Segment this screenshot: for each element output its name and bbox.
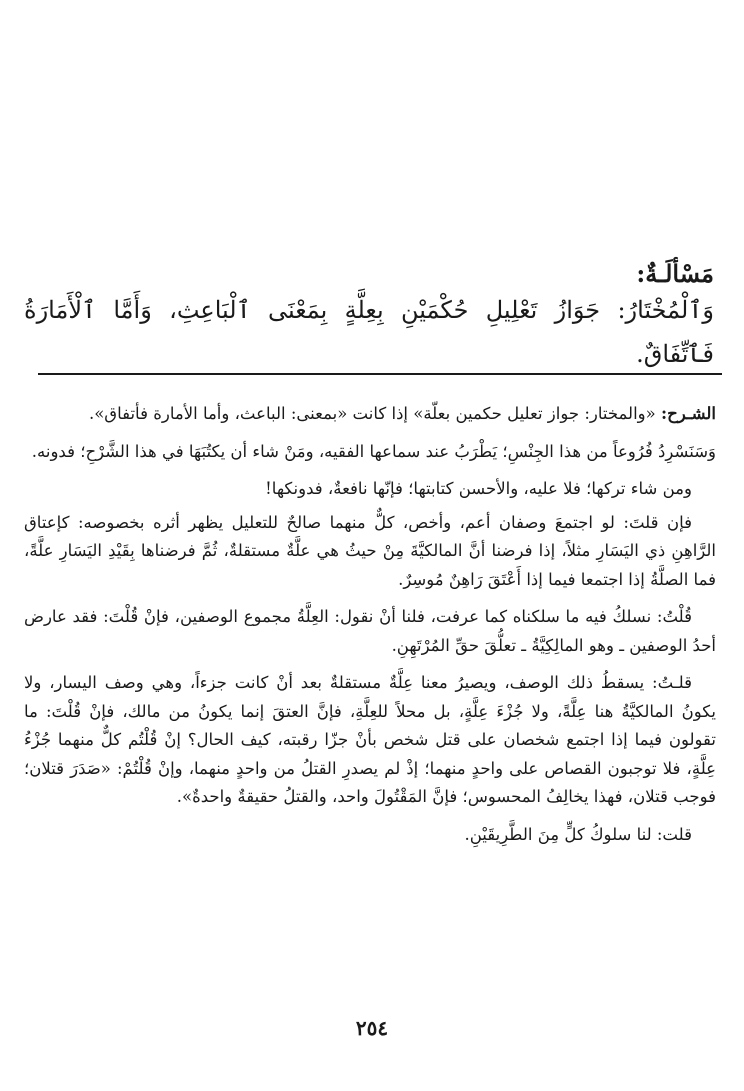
commentary-paragraph: فإن قلتَ: لو اجتمعَ وصفان أعم، وأخص، كلٌّ منهما صالحٌ للتعليل يظهر أثره بخصوصه: كإعتاق الرَّاهِنِ ذي اليَسَارِ مثلاً، إذا فرضنا أنَّ المالكيَّةَ مِنْ حيثُ هي علَّةٌ مستقلةٌ، ثُمَّ فرضناها بِقَيْدِ اليَسَارِ علَّةً، فما الصلَّةُ إذا اجتمعا فيما إذا أَعْتَقَ رَاهِنٌ مُوسِرٌ. xyxy=(24,512,716,589)
commentary-paragraph: وَسَنَسْرِدُ فُرُوعاً من هذا الجِنْسِ؛ يَطْرَبُ عند سماعها الفقيه، ومَنْ شاء أن يكتُبَهَا في هذا الشَّرْحِ؛ فدونه. xyxy=(31,441,716,461)
commentary-paragraph: قُلْتُ: نسلكُ فيه ما سلكناه كما عرفت، فلنا أنْ نقول: العِلَّةُ مجموع الوصفين، فإنْ قُلْتَ: فقد عارض أحدُ الوصفين ـ وهو المالِكِيَّةُ ـ تعلُّقَ حقِّ المُرْتَهِنِ. xyxy=(24,607,716,655)
commentary-paragraph xyxy=(24,400,716,429)
matn-text: وَٱلْمُخْتَارُ: جَوَازُ تَعْلِيلِ حُكْمَيْنِ بِعِلَّةٍ بِمَعْنَى ٱلْبَاعِثِ، وَأَمَّا ٱلْأَمَارَةُ فَٱتِّفَاقٌ. xyxy=(24,296,714,368)
commentary-paragraph: قلت: لنا سلوكُ كلٍّ مِنَ الطَّرِيقَيْنِ. xyxy=(464,824,692,844)
commentary-label: الشـرح: xyxy=(660,404,716,423)
section-divider xyxy=(38,373,722,375)
commentary-paragraph: ومن شاء تركها؛ فلا عليه، والأحسن كتابتها؛ فإنّها نافعةٌ، فدونكها! xyxy=(265,479,692,498)
commentary-paragraph: قلـتُ: يسقطُ ذلك الوصف، ويصيرُ معنا عِلَّةٌ مستقلةٌ بعد أنْ كانت جزءاً، وهي وصف اليسار، ولا يكونُ المالكيَّةُ هنا عِلَّةً، ولا جُزْءَ عِلَّةٍ، بل محلاً للعِلَّةِ، فإنَّ العتقَ إنما يكونُ من مالك، فإنْ قُلْتَ: ما تقولون فيما إذا اجتمع شخصان على قتل شخص بأنْ جزّا رقبته، كيف الحال؟ إنْ قُلْتُم كلٌّ منهما جُزْءُ عِلَّةٍ، فلا توجبون القصاص على واحدٍ منهما؛ إذْ لم يصدرِ القتلُ من واحدٍ منهما، وإنْ قُلْتُمْ: «صَدَرَ قتلان؛ فوجب قتلان، فهذا يخالِفُ المحسوس؛ فإنَّ المَقْتُولَ واحد، والقتلُ حقيقةٌ واحدةٌ». xyxy=(24,673,716,806)
issue-heading: مَسْألَـةٌ: xyxy=(636,259,714,288)
commentary-paragraph-text: «والمختار: جواز تعليل حكمين بعلّة» إذا كانت «بمعنى: الباعث، وأما الأمارة فأتفاق». xyxy=(88,404,656,423)
page-number: ٢٥٤ xyxy=(355,1016,389,1040)
commentary-body xyxy=(24,400,716,858)
